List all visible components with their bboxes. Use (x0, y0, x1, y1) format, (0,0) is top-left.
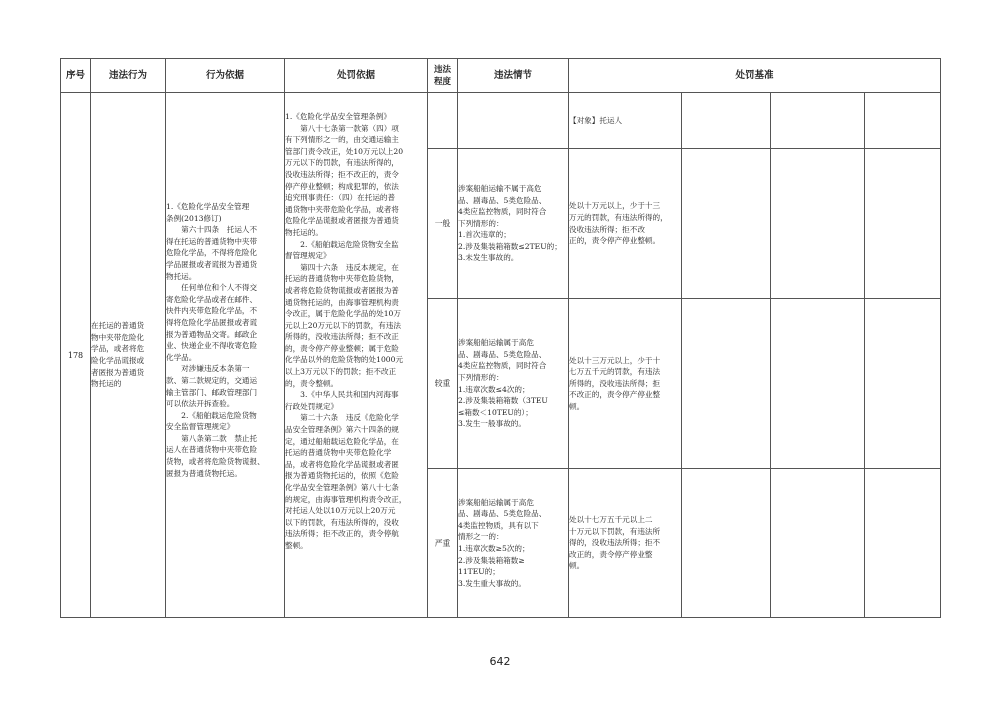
empty-cell (771, 299, 865, 469)
degree-empty (428, 93, 458, 149)
empty-cell (865, 469, 941, 618)
header-row (61, 59, 941, 93)
header-degree: 违法 程度 (428, 59, 458, 93)
header-circumstance: 违法情节 (458, 59, 569, 93)
page-number: 642 (489, 655, 511, 668)
header-behavior: 违法行为 (91, 59, 166, 93)
empty-cell (682, 149, 771, 299)
degree-general: 一般 (428, 149, 458, 299)
empty-cell (771, 93, 865, 149)
target-cell: 【对象】托运人 (569, 93, 682, 149)
empty-cell (771, 469, 865, 618)
row-penalty-basis: 1.《危险化学品安全管理条例》 第八十七条第一款第（四）项 有下列情形之一的，由交通运输主 管部门责令改正，处10万元以上20 万元以下的罚款，有违法所得的， 没收违法所得；拒不改正的，责令 停产停业整顿；构成犯罪的，依法 追究刑事责任：（四）在托运的普 通货物中夹带危险化学品，或者将 危险化学品谎报或者匿报为普通货 物托运的。 2.《船舶载运危险货物安全监 督管理规定》 第四十六条 违反本规定，在 托运的普通货物中夹带危险货物， 或者将危险货物谎报或者匿报为普 通货物托运的，由海事管理机构责 令改正，属于危险化学品的处10万 元以上20万元以下的罚款，有违法 所得的，没收违法所得；拒不改正 的，责令停产停业整顿；属于危险 化学品以外的危险货物的处1000元 以上3万元以下的罚款；拒不改正 的，责令整顿。 3.《中华人民共和国内河海事 行政处罚规定》 第二十六条 违反《危险化学 品安全管理条例》第六十四条的规 定，通过船舶载运危险化学品，在 托运的普通货物中夹带危险化学 品，或者将危险化学品谎报或者匿 报为普通货物托运的，依照《危险 化学品安全管理条例》第八十七条 的规定，由海事管理机构责令改正， 对托运人处以10万元以上20万元 以下的罚款，有违法所得的，没收 违法所得；拒不改正的，责令停航 整顿。 (285, 93, 428, 618)
empty-cell (682, 469, 771, 618)
empty-cell (865, 149, 941, 299)
header-basis: 行为依据 (166, 59, 285, 93)
standard-severe: 处以十七万五千元以上二 十万元以下罚款，有违法所 得的，没收违法所得；拒不 改正的，责令停产停业整 顿。 (569, 469, 682, 618)
empty-cell (865, 93, 941, 149)
empty-cell (682, 93, 771, 149)
empty-cell (865, 299, 941, 469)
degree-severe: 严重 (428, 469, 458, 618)
penalty-standard-table (60, 58, 941, 618)
circumstance-severe: 涉案船舶运输属于高危 品、剧毒品、5类危险品、 4类监控物质，具有以下 情形之一的： 1.违章次数≥5次的； 2.涉及集装箱箱数≥ 11TEU的； 3.发生重大事故的。 (458, 469, 569, 618)
table-row (61, 93, 941, 149)
header-standard: 处罚基准 (569, 59, 941, 93)
row-basis: 1.《危险化学品安全管理 条例(2013修订) 第六十四条 托运人不 得在托运的普通货物中夹带 危险化学品，不得将危险化 学品匿报或者谎报为普通货 物托运。 任何单位和个人不得交 寄危险化学品或者在邮件、 快件内夹带危险化学品，不 得将危险化学品匿报或者谎 报为普通物品交寄。邮政企 业、快递企业不得收寄危险 化学品。 对涉嫌违反本条第一 款、第二款规定的，交通运 输主管部门、邮政管理部门 可以依法开拆查验。 2.《船舶载运危险货物 安全监督管理规定》 第八条第二款 禁止托 运人在普通货物中夹带危险 货物，或者将危险货物谎报、 匿报为普通货物托运。 (166, 93, 285, 618)
empty-cell (682, 299, 771, 469)
circumstance-serious: 涉案船舶运输属于高危 品、剧毒品、5类危险品、 4类应监控物质，同时符合 下列情形的： 1.违章次数≤4次的； 2.涉及集装箱箱数（3TEU ≤箱数＜10TEU的）； 3.发生一般事故的。 (458, 299, 569, 469)
header-penalty-basis: 处罚依据 (285, 59, 428, 93)
header-seq: 序号 (61, 59, 91, 93)
degree-serious: 较重 (428, 299, 458, 469)
standard-general: 处以十万元以上，少于十三 万元的罚款，有违法所得的， 没收违法所得；拒不改 正的，责令停产停业整顿。 (569, 149, 682, 299)
row-behavior: 在托运的普通货 物中夹带危险化 学品，或者将危 险化学品谎报或 者匿报为普通货 物托运的 (91, 93, 166, 618)
empty-cell (771, 149, 865, 299)
circumstance-empty (458, 93, 569, 149)
row-seq: 178 (61, 93, 91, 618)
circumstance-general: 涉案船舶运输不属于高危 品、剧毒品、5类危险品、 4类应监控物质，同时符合 下列情形的： 1.首次违章的； 2.涉及集装箱箱数≤2TEU的； 3.未发生事故的。 (458, 149, 569, 299)
standard-serious: 处以十三万元以上，少于十 七万五千元的罚款，有违法 所得的，没收违法所得；拒 不改正的，责令停产停业整 顿。 (569, 299, 682, 469)
